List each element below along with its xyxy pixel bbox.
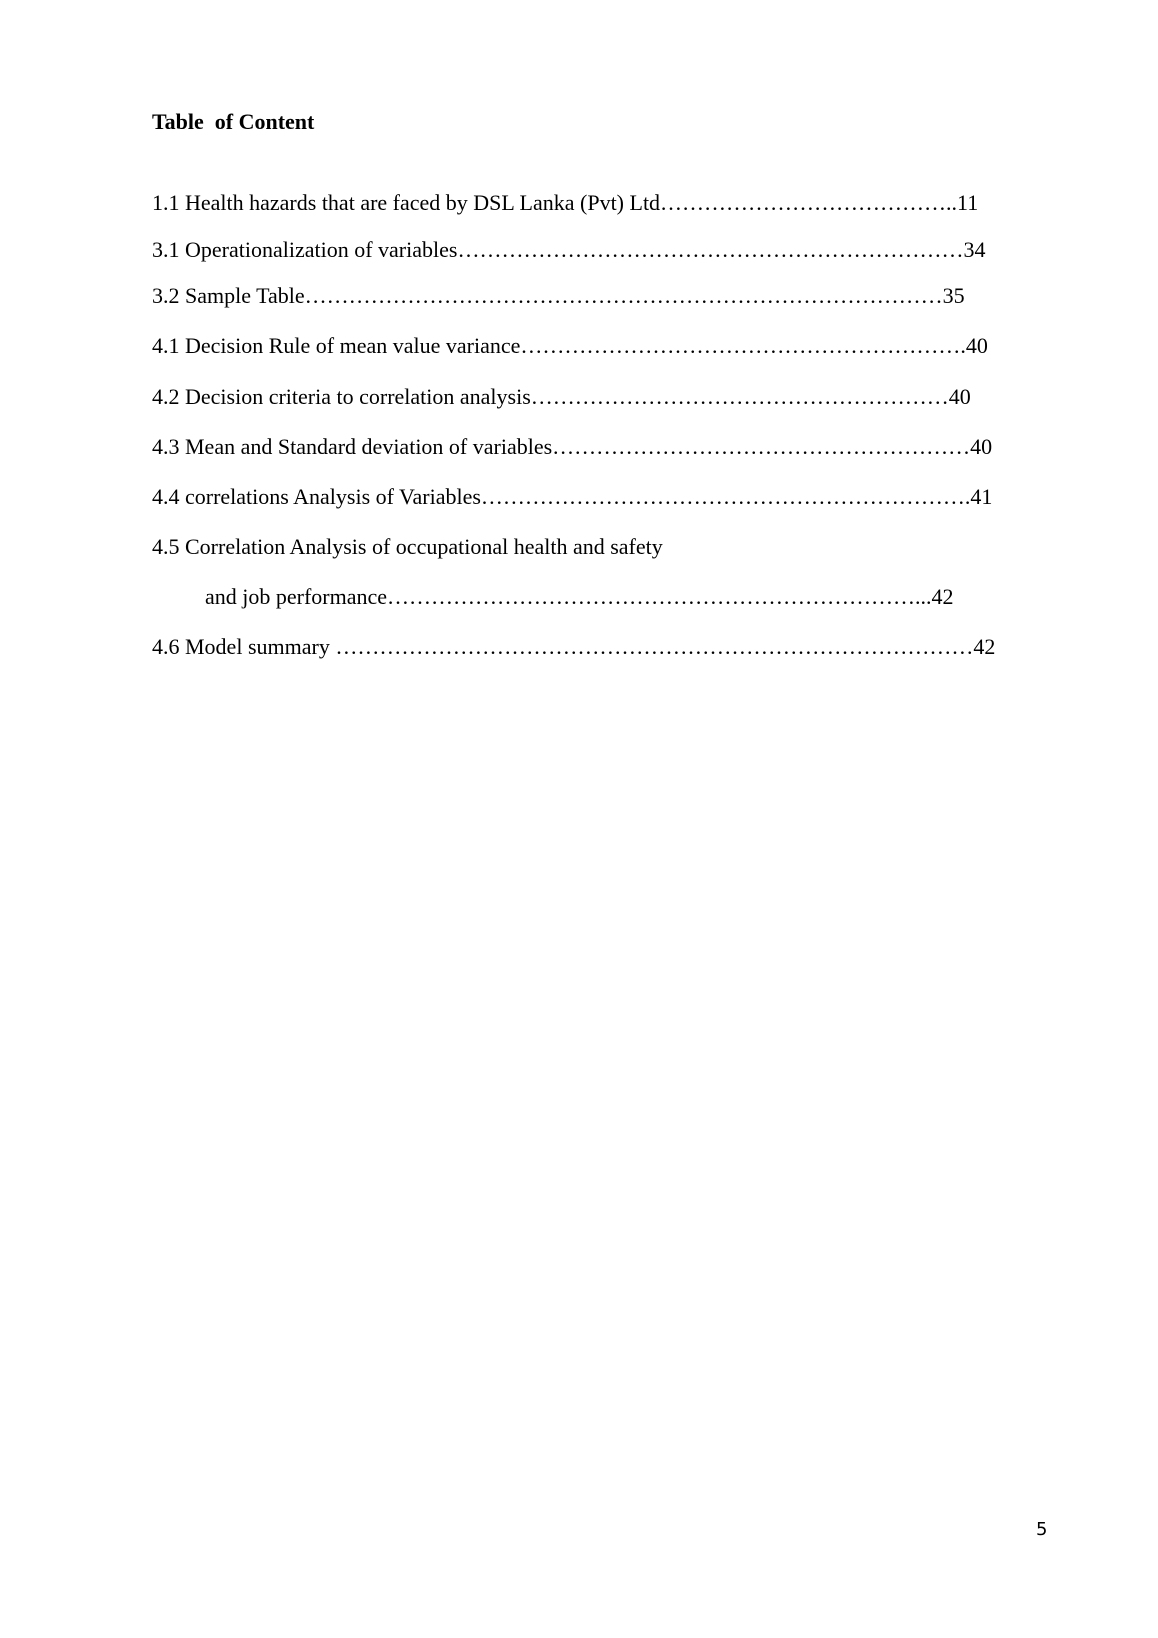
toc-entry-4-1: 4.1 Decision Rule of mean value variance…………………………………………………….40 xyxy=(152,333,988,358)
toc-entry-3-2: 3.2 Sample Table……………………………………………………………………………35 xyxy=(152,283,965,308)
toc-entry-4-2: 4.2 Decision criteria to correlation analysis…………………………………………………40 xyxy=(152,384,971,409)
toc-entry-4-5-continuation: and job performance………………………………………………………………...42 xyxy=(205,584,954,609)
toc-entry-4-5: 4.5 Correlation Analysis of occupational health and safety xyxy=(152,534,663,559)
toc-entry-4-3: 4.3 Mean and Standard deviation of variables…………………………………………………40 xyxy=(152,434,993,459)
toc-entry-1-1: 1.1 Health hazards that are faced by DSL Lanka (Pvt) Ltd…………………………………..11 xyxy=(152,190,979,215)
page-title: Table of Content xyxy=(152,109,315,134)
page-number: 5 xyxy=(1036,1519,1048,1540)
toc-entry-4-4: 4.4 correlations Analysis of Variables………………………………………………………….41 xyxy=(152,484,993,509)
toc-entry-4-6: 4.6 Model summary ……………………………………………………………………………42 xyxy=(152,634,996,659)
toc-entry-3-1: 3.1 Operationalization of variables……………………………………………………………34 xyxy=(152,237,986,262)
